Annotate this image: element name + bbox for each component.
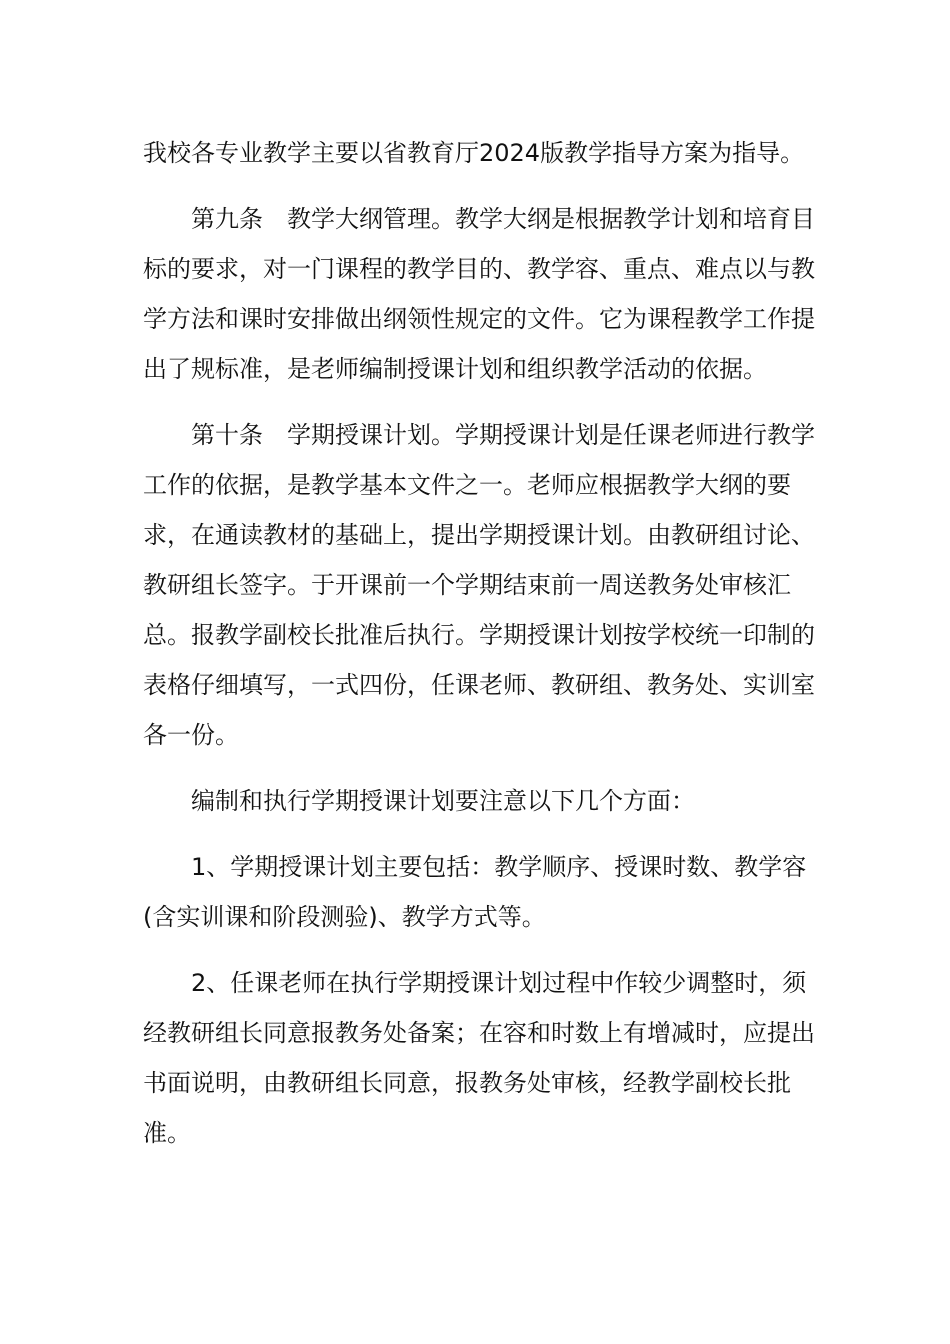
paragraph-guidance: 我校各专业教学主要以省教育厅2024版教学指导方案为指导。 bbox=[143, 139, 805, 167]
paragraph-item-1: 1、学期授课计划主要包括：教学顺序、授课时数、教学容(含实训课和阶段测验)、教学方式等。 bbox=[143, 853, 807, 931]
paragraph-notes-intro: 编制和执行学期授课计划要注意以下几个方面： bbox=[191, 787, 695, 815]
paragraph-article-9: 第九条 教学大纲管理。教学大纲是根据教学计划和培育目标的要求，对一门课程的教学目的、教学容、重点、难点以与教学方法和课时安排做出纲领性规定的文件。它为课程教学工作提出了规标准，是老师编制授课计划和组织教学活动的依据。 bbox=[143, 205, 815, 383]
paragraph-item-2: 2、任课老师在执行学期授课计划过程中作较少调整时，须经教研组长同意报教务处备案；在容和时数上有增减时，应提出书面说明，由教研组长同意，报教务处审核，经教学副校长批准。 bbox=[143, 969, 815, 1147]
paragraph-article-10: 第十条 学期授课计划。学期授课计划是任课老师进行教学工作的依据，是教学基本文件之一。老师应根据教学大纲的要求，在通读教材的基础上，提出学期授课计划。由教研组讨论、教研组长签字。于开课前一个学期结束前一周送教务处审核汇总。报教学副校长批准后执行。学期授课计划按学校统一印制的表格仔细填写，一式四份，任课老师、教研组、教务处、实训室各一份。 bbox=[143, 421, 815, 749]
document-body bbox=[143, 128, 823, 1174]
